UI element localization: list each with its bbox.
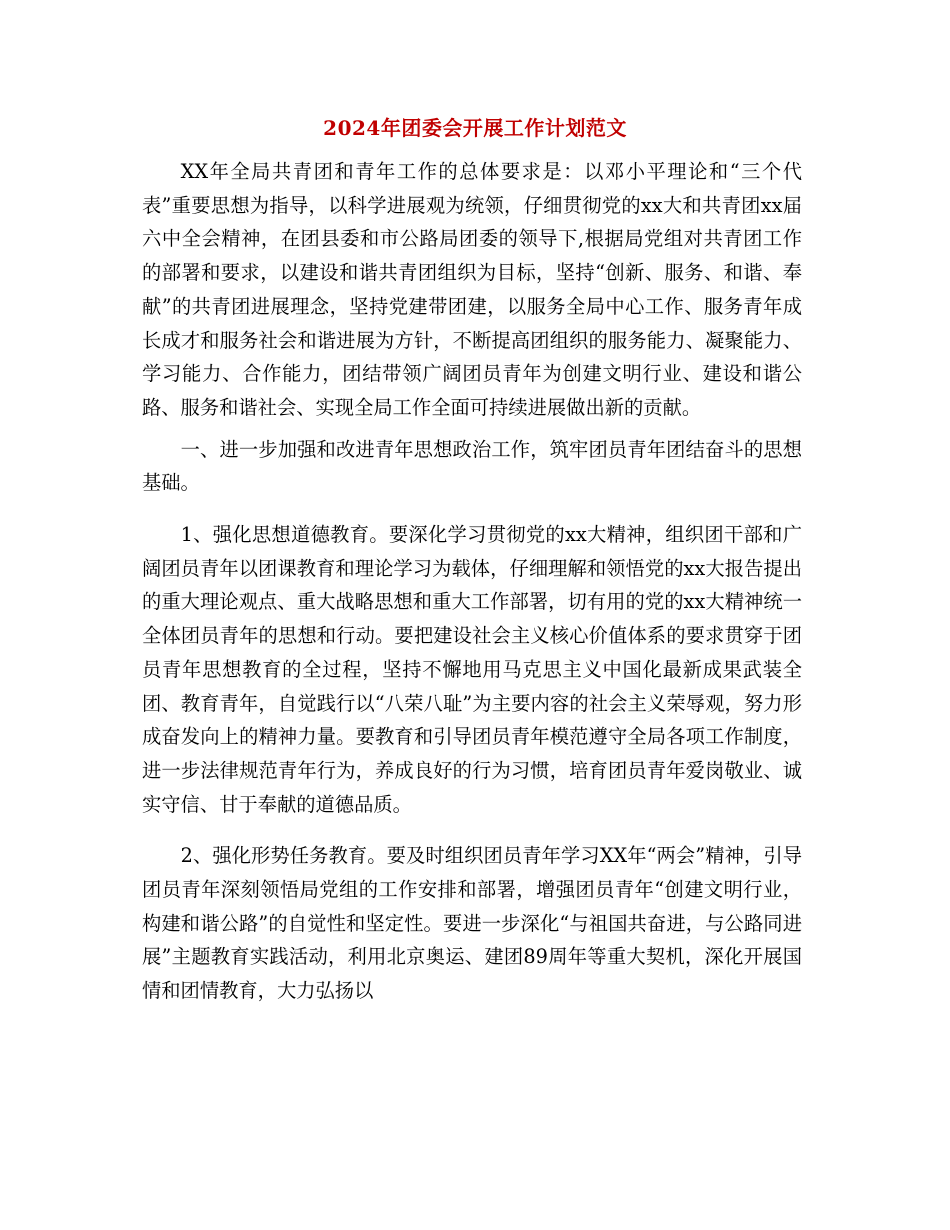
paragraph-section-1-heading: 一、进一步加强和改进青年思想政治工作，筑牢团员青年团结奋斗的思想基础。 <box>142 437 802 495</box>
paragraph-item-2: 2、强化形势任务教育。要及时组织团员青年学习XX年“两会”精神，引导团员青年深刻领悟局党组的工作安排和部署，增强团员青年“创建文明行业，构建和谐公路”的自觉性和坚定性。要进一步深化“与祖国共奋进，与公路同进展”主题教育实践活动，利用北京奥运、建团89周年等重大契机，深化开展国情和团情教育，大力弘扬以 <box>142 844 802 1003</box>
document-title: 2024年团委会开展工作计划范文 <box>323 116 627 140</box>
paragraph-item-1: 1、强化思想道德教育。要深化学习贯彻党的xx大精神，组织团干部和广阔团员青年以团课教育和理论学习为载体，仔细理解和领悟党的xx大报告提出的重大理论观点、重大战略思想和重大工作部署，切有用的党的xx大精神统一全体团员青年的思想和行动。要把建设社会主义核心价值体系的要求贯穿于团员青年思想教育的全过程，坚持不懈地用马克思主义中国化最新成果武装全团、教育青年，自觉践行以“八荣八耻”为主要内容的社会主义荣辱观，努力形成奋发向上的精神力量。要教育和引导团员青年模范遵守全局各项工作制度，进一步法律规范青年行为，养成良好的行为习惯，培育团员青年爱岗敬业、诚实守信、甘于奉献的道德品质。 <box>142 523 802 816</box>
paragraph-intro: XX年全局共青团和青年工作的总体要求是：以邓小平理论和“三个代表”重要思想为指导，以科学进展观为统领，仔细贯彻党的xx大和共青团xx届六中全会精神，在团县委和市公路局团委的领导下,根据局党组对共青团工作的部署和要求，以建设和谐共青团组织为目标，坚持“创新、服务、和谐、奉献”的共青团进展理念，坚持党建带团建，以服务全局中心工作、服务青年成长成才和服务社会和谐进展为方针，不断提高团组织的服务能力、凝聚能力、学习能力、合作能力，团结带领广阔团员青年为创建文明行业、建设和谐公路、服务和谐社会、实现全局工作全面可持续进展做出新的贡献。 <box>142 160 802 419</box>
document-body <box>142 155 802 1008</box>
